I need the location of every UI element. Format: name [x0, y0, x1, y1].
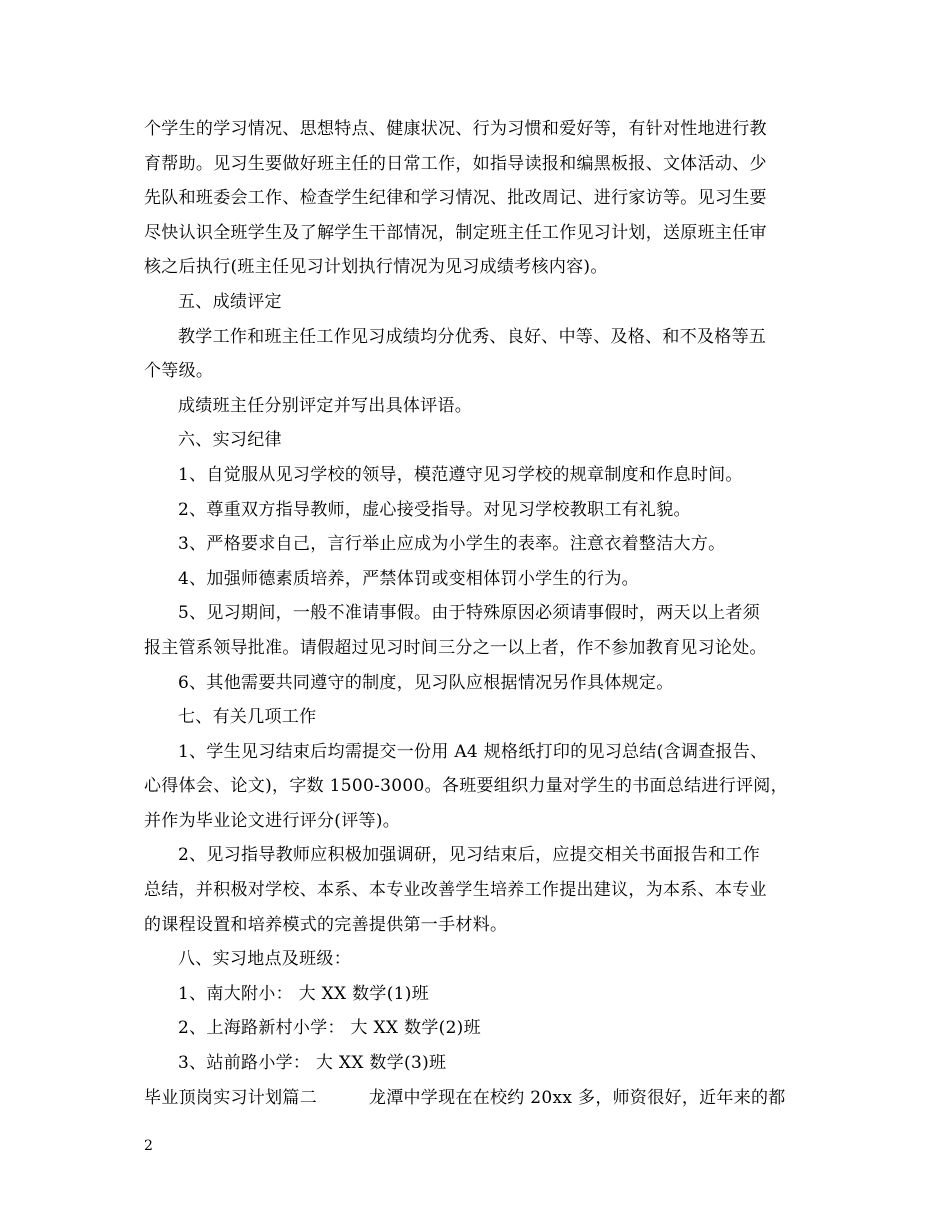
- text-line: 个等级。: [144, 361, 214, 382]
- list-item: 1、自觉服从见习学校的领导，模范遵守见习学校的规章制度和作息时间。: [178, 464, 743, 485]
- text-line: 报主管系领导批准。请假超过见习时间三分之一以上者，作不参加教育见习论处。: [144, 637, 767, 658]
- list-item: 2、见习指导教师应积极加强调研，见习结束后，应提交相关书面报告和工作: [178, 845, 761, 866]
- list-item: 5、见习期间，一般不准请事假。由于特殊原因必须请事假时，两天以上者须: [178, 603, 761, 624]
- list-item: 3、站前路小学： 大 XX 数学(3)班: [178, 1053, 447, 1074]
- text-line: 核之后执行(班主任见习计划执行情况为见习成绩考核内容)。: [144, 257, 608, 278]
- section-heading: 七、有关几项工作: [178, 707, 317, 728]
- list-item: 4、加强师德素质培养，严禁体罚或变相体罚小学生的行为。: [178, 568, 639, 589]
- document-body: [144, 112, 834, 1115]
- section-heading: 六、实习纪律: [178, 430, 282, 451]
- page-number: 2: [144, 1138, 153, 1154]
- section-heading: 八、实习地点及班级：: [178, 949, 351, 970]
- list-item: 3、严格要求自己，言行举止应成为小学生的表率。注意衣着整洁大方。: [178, 534, 726, 555]
- list-item: 2、尊重双方指导教师，虚心接受指导。对见习学校教职工有礼貌。: [178, 499, 691, 520]
- list-item: 6、其他需要共同遵守的制度，见习队应根据情况另作具体规定。: [178, 672, 674, 693]
- text-line: 教学工作和班主任工作见习成绩均分优秀、良好、中等、及格、和不及格等五: [178, 326, 767, 347]
- text-line: 总结，并积极对学校、本系、本专业改善学生培养工作提出建议，为本系、本专业: [144, 880, 767, 901]
- text-line: 个学生的学习情况、思想特点、健康状况、行为习惯和爱好等，有针对性地进行教: [144, 119, 767, 139]
- list-item: 2、上海路新村小学： 大 XX 数学(2)班: [178, 1018, 481, 1039]
- text-line: 毕业顶岗实习计划篇二 龙潭中学现在在校约 20xx 多，师资很好，近年来的都: [144, 1087, 786, 1108]
- text-line: 尽快认识全班学生及了解学生干部情况，制定班主任工作见习计划，送原班主任审: [144, 222, 767, 243]
- list-item: 1、南大附小： 大 XX 数学(1)班: [178, 983, 430, 1004]
- text-line: 的课程设置和培养模式的完善提供第一手材料。: [144, 914, 508, 935]
- text-line: 成绩班主任分别评定并写出具体评语。: [178, 395, 473, 416]
- list-item: 1、学生见习结束后均需提交一份用 A4 规格纸打印的见习总结(含调查报告、: [178, 741, 768, 762]
- text-line: 并作为毕业论文进行评分(评等)。: [144, 810, 401, 831]
- section-heading: 五、成绩评定: [178, 291, 282, 312]
- text-line: 先队和班委会工作、检查学生纪律和学习情况、批改周记、进行家访等。见习生要: [144, 188, 767, 209]
- text-line: 心得体会、论文)，字数 1500-3000。各班要组织力量对学生的书面总结进行评阅，: [144, 776, 788, 797]
- text-line: 育帮助。见习生要做好班主任的日常工作，如指导读报和编黑板报、文体活动、少: [144, 153, 767, 174]
